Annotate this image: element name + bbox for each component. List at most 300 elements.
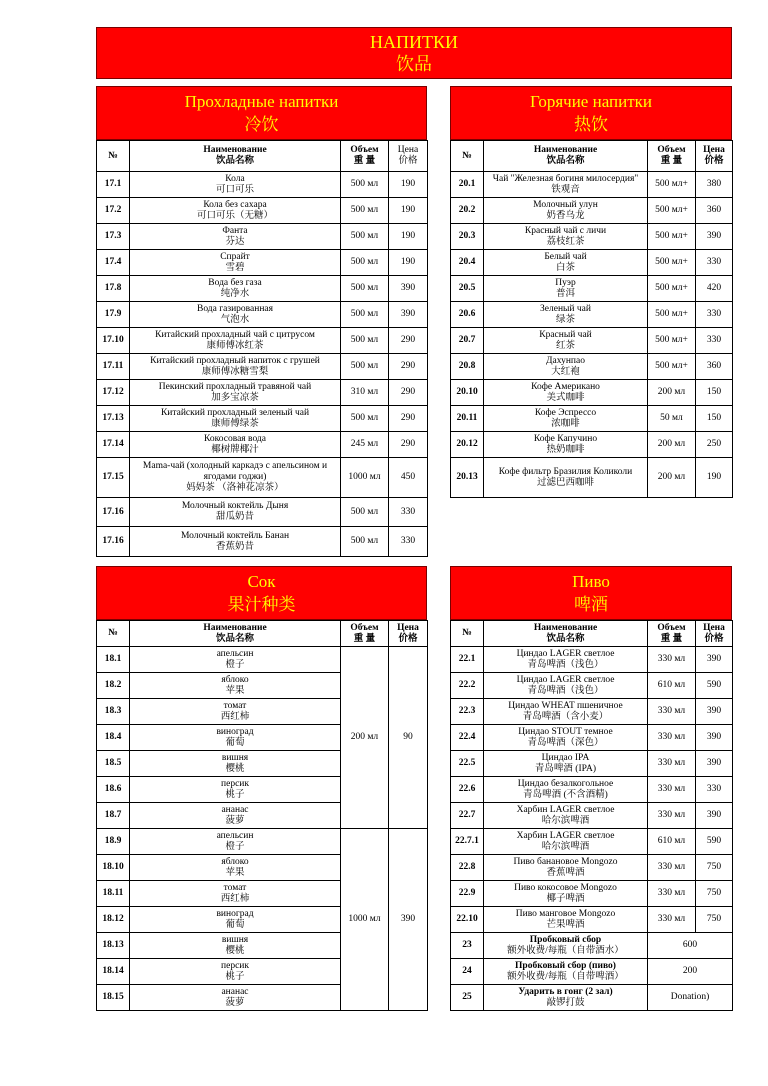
item-name-cell: [130, 907, 341, 933]
beer-table: [450, 620, 733, 1011]
item-name-cn: 橙子: [225, 659, 245, 670]
item-name-cn: 苹果: [225, 685, 245, 696]
item-price: 190: [389, 198, 428, 224]
item-name-cn: 樱桃: [225, 763, 245, 774]
item-number: 20.6: [451, 302, 484, 328]
item-name-cell: [484, 725, 648, 751]
item-volume: 200 мл: [648, 432, 696, 458]
item-volume: 500 мл: [341, 198, 389, 224]
item-volume: 500 мл: [341, 276, 389, 302]
item-number: 20.13: [451, 458, 484, 498]
page-title-banner: [96, 27, 732, 79]
item-number: 25: [451, 985, 484, 1011]
item-number: 17.13: [97, 406, 130, 432]
item-name-ru: Молочный улун: [533, 199, 598, 210]
item-name-ru: Циндао IPA: [541, 752, 590, 763]
item-name-ru: вишня: [221, 934, 249, 945]
item-number: 17.16: [97, 527, 130, 557]
table-row: [97, 527, 428, 557]
item-name-cn: 芬达: [225, 236, 245, 247]
item-name-cell: [484, 302, 648, 328]
item-price: 450: [389, 458, 428, 498]
item-number: 20.8: [451, 354, 484, 380]
item-name-cell: [130, 725, 341, 751]
item-name-ru: ананас: [221, 804, 249, 815]
fee-name-ru: Ударить в гонг (2 зал): [518, 986, 613, 997]
item-name-cn: 红茶: [555, 340, 575, 351]
item-name-ru: Пиво манговое Mongozo: [515, 908, 616, 919]
item-number: 22.7: [451, 803, 484, 829]
item-volume: 50 мл: [648, 406, 696, 432]
item-price: 750: [696, 855, 733, 881]
item-name-cn: 芒果啤酒: [546, 919, 585, 930]
item-name-cell: [130, 777, 341, 803]
item-name-ru: Пиво банановое Mongozo: [513, 856, 618, 867]
item-price: 330: [696, 328, 733, 354]
name-header: Наименование 饮品名称: [484, 621, 648, 647]
item-name-cell: [484, 198, 648, 224]
table-row: [451, 777, 733, 803]
item-number: 20.11: [451, 406, 484, 432]
item-name-cn: 青岛啤酒（浅色）: [527, 659, 604, 670]
item-name-cn: 康师傅绿茶: [211, 418, 259, 429]
item-price: 390: [696, 803, 733, 829]
item-price: 290: [389, 328, 428, 354]
item-name-cell: [130, 881, 341, 907]
item-price: 390: [389, 302, 428, 328]
item-price: 150: [696, 380, 733, 406]
item-name-ru: Спрайт: [220, 251, 250, 262]
item-name-ru: апельсин: [216, 648, 254, 659]
item-name-ru: Пиво кокосовое Mongozo: [514, 882, 617, 893]
item-number: 20.5: [451, 276, 484, 302]
volume-header: Объем 重 量: [648, 141, 696, 172]
item-name-cell: [130, 647, 341, 673]
item-number: 17.15: [97, 458, 130, 498]
item-name-cell: [484, 276, 648, 302]
item-name-ru: Зеленый чай: [540, 303, 591, 314]
table-row: [451, 647, 733, 673]
volume-header: Объем 重 量: [341, 621, 389, 647]
item-number: 18.7: [97, 803, 130, 829]
item-name-ru: Белый чай: [544, 251, 587, 262]
fee-name-cell: [484, 933, 648, 959]
item-number: 18.1: [97, 647, 130, 673]
item-number: 22.3: [451, 699, 484, 725]
item-name-cn: 纯净水: [220, 288, 250, 299]
item-name-cn: 康师傅冰糖雪梨: [201, 366, 269, 377]
item-name-ru: персик: [221, 960, 249, 971]
item-volume: 500 мл+: [648, 250, 696, 276]
item-volume: 330 мл: [648, 855, 696, 881]
item-price: 330: [696, 250, 733, 276]
item-price: 190: [389, 250, 428, 276]
item-name-ru: Китайский прохладный напиток с грушей: [150, 355, 320, 366]
item-number: 17.14: [97, 432, 130, 458]
table-row: [451, 380, 733, 406]
item-name-cn: 哈尔滨啤酒: [541, 841, 590, 852]
table-row: [97, 354, 428, 380]
item-number: 20.12: [451, 432, 484, 458]
item-name-cn: 可口可乐（无糖）: [196, 210, 273, 221]
item-name-cell: [130, 250, 341, 276]
item-name-cn: 美式咖啡: [546, 392, 585, 403]
table-row: [97, 647, 428, 673]
table-row: [451, 699, 733, 725]
item-number: 18.5: [97, 751, 130, 777]
fee-value: 200: [648, 959, 733, 985]
cold-drinks-header: [96, 86, 427, 140]
item-name-cn: 葡萄: [225, 919, 245, 930]
num-header: №: [451, 621, 484, 647]
fee-name-cn: 额外收费/每瓶（自带啤酒）: [507, 971, 624, 982]
item-name-cell: [130, 354, 341, 380]
item-volume: 500 мл+: [648, 276, 696, 302]
item-price: 330: [696, 302, 733, 328]
table-row: [451, 907, 733, 933]
item-volume: 500 мл: [341, 250, 389, 276]
item-name-cn: 过滤巴西咖啡: [536, 477, 594, 488]
item-price: 390: [696, 699, 733, 725]
table-row: [97, 432, 428, 458]
item-number: 23: [451, 933, 484, 959]
table-row: [451, 406, 733, 432]
item-name-cell: [484, 458, 648, 498]
table-header-row: [97, 141, 428, 172]
item-name-cell: [130, 829, 341, 855]
juice-header: [96, 566, 427, 620]
item-number: 20.1: [451, 172, 484, 198]
item-volume: 330 мл: [648, 777, 696, 803]
item-name-cell: [484, 432, 648, 458]
item-price: 360: [696, 354, 733, 380]
fee-name-cell: [484, 959, 648, 985]
item-name-cell: [484, 855, 648, 881]
table-row: [97, 224, 428, 250]
item-price: 250: [696, 432, 733, 458]
item-name-cell: [484, 829, 648, 855]
item-price: 360: [696, 198, 733, 224]
item-name-ru: Циндао LAGER светлое: [516, 648, 615, 659]
table-row: [451, 302, 733, 328]
item-name-cn: 菠萝: [225, 997, 245, 1008]
item-name-cn: 青岛啤酒 (IPA): [534, 763, 597, 774]
item-volume: 500 мл: [341, 527, 389, 557]
item-name-cell: [484, 172, 648, 198]
fee-value: Donation): [648, 985, 733, 1011]
name-header: Наименование 饮品名称: [130, 141, 341, 172]
item-volume: 1000 мл: [341, 458, 389, 498]
table-row: [97, 198, 428, 224]
item-name-cn: 青岛啤酒（含小麦）: [522, 711, 609, 722]
item-name-ru: Красный чай с личи: [524, 225, 607, 236]
item-name-ru: Китайский прохладный чай с цитрусом: [155, 329, 315, 340]
hot-drinks-table: [450, 140, 733, 498]
item-name-ru: Молочный коктейль Банан: [180, 530, 290, 541]
item-name-cn: 青岛啤酒 (不含酒精): [523, 789, 608, 800]
item-name-ru: Кола без сахара: [203, 199, 267, 210]
item-name-cn: 椰树牌椰汁: [211, 444, 259, 455]
item-price: 750: [696, 881, 733, 907]
item-number: 18.9: [97, 829, 130, 855]
item-name-cn: 香蕉奶昔: [215, 541, 254, 552]
item-name-cell: [130, 380, 341, 406]
table-row: [451, 172, 733, 198]
item-name-ru: Китайский прохладный зеленый чай: [160, 407, 310, 418]
table-row: [451, 458, 733, 498]
item-name-cell: [484, 406, 648, 432]
item-name-cn: 青岛啤酒（深色）: [527, 737, 604, 748]
item-number: 17.9: [97, 302, 130, 328]
item-name-cn: 樱桃: [225, 945, 245, 956]
table-header-row: [451, 621, 733, 647]
fee-row: [451, 959, 733, 985]
item-name-ru: Дахунпао: [546, 355, 585, 366]
item-name-cell: [130, 673, 341, 699]
item-name-ru: Циндао LAGER светлое: [516, 674, 615, 685]
item-name-cell: [130, 498, 341, 527]
hot-title-cn: 热饮: [574, 115, 608, 134]
item-name-cn: 浓咖啡: [551, 418, 580, 429]
item-name-cell: [130, 224, 341, 250]
item-price: 330: [389, 498, 428, 527]
item-volume: 500 мл: [341, 354, 389, 380]
fee-name-ru: Пробковый сбор (пиво): [515, 960, 616, 971]
item-price: 390: [696, 224, 733, 250]
item-number: 18.11: [97, 881, 130, 907]
table-row: [451, 328, 733, 354]
item-name-ru: Фанта: [222, 225, 248, 236]
item-name-cn: 菠萝: [225, 815, 245, 826]
num-header: №: [97, 621, 130, 647]
item-name-ru: Кофе фильтр Бразилия Коликоли: [498, 466, 633, 477]
juice-title-ru: Сок: [247, 572, 276, 591]
item-name-ru: Пекинский прохладный травяной чай: [158, 381, 312, 392]
item-name-cell: [130, 803, 341, 829]
item-name-ru: Mama-чай (холодный каркадэ с апельсином и ягодами годжи): [142, 461, 328, 482]
page-title-cn: 饮品: [396, 54, 432, 74]
item-name-ru: Харбин LAGER светлое: [516, 830, 615, 841]
volume-header: Объем 重 量: [341, 141, 389, 172]
item-name-ru: Циндао STOUT темное: [518, 726, 613, 737]
cold-drinks-table: [96, 140, 428, 557]
item-number: 22.7.1: [451, 829, 484, 855]
item-name-ru: Кофе Капучино: [533, 433, 598, 444]
item-name-cn: 绿茶: [555, 314, 575, 325]
price-header: Цена 价格: [389, 621, 428, 647]
item-name-ru: Чай "Железная богиня милосердия": [492, 173, 639, 184]
table-row: [451, 855, 733, 881]
item-volume: 330 мл: [648, 803, 696, 829]
group-price: 390: [389, 829, 428, 1011]
item-name-cn: 桃子: [225, 789, 245, 800]
name-header: Наименование 饮品名称: [484, 141, 648, 172]
item-name-cell: [130, 751, 341, 777]
item-volume: 200 мл: [648, 380, 696, 406]
item-number: 17.3: [97, 224, 130, 250]
item-name-cn: 西红柿: [220, 893, 250, 904]
item-number: 17.2: [97, 198, 130, 224]
item-price: 150: [696, 406, 733, 432]
item-number: 17.12: [97, 380, 130, 406]
table-row: [451, 224, 733, 250]
num-header: №: [451, 141, 484, 172]
item-name-cell: [130, 406, 341, 432]
table-row: [97, 829, 428, 855]
item-number: 17.4: [97, 250, 130, 276]
item-name-cn: 铁观音: [551, 184, 580, 195]
table-row: [451, 803, 733, 829]
item-name-cell: [484, 224, 648, 250]
item-name-ru: Циндао WHEAT пшеничное: [508, 700, 623, 711]
item-number: 24: [451, 959, 484, 985]
item-name-cell: [484, 803, 648, 829]
item-number: 18.10: [97, 855, 130, 881]
item-name-ru: апельсин: [216, 830, 254, 841]
group-price: 90: [389, 647, 428, 829]
item-volume: 310 мл: [341, 380, 389, 406]
item-price: 290: [389, 432, 428, 458]
item-number: 22.9: [451, 881, 484, 907]
item-name-cn: 青岛啤酒（浅色）: [527, 685, 604, 696]
item-volume: 200 мл: [648, 458, 696, 498]
item-name-cell: [130, 959, 341, 985]
item-name-cell: [484, 881, 648, 907]
item-name-cell: [484, 699, 648, 725]
table-row: [451, 250, 733, 276]
item-volume: 330 мл: [648, 647, 696, 673]
item-name-cn: 奶香乌龙: [546, 210, 585, 221]
item-volume: 500 мл+: [648, 302, 696, 328]
item-name-ru: вишня: [221, 752, 249, 763]
item-name-cell: [484, 647, 648, 673]
fee-name-cn: 敲锣打鼓: [546, 997, 585, 1008]
item-price: 750: [696, 907, 733, 933]
item-number: 20.3: [451, 224, 484, 250]
item-number: 18.15: [97, 985, 130, 1011]
item-volume: 330 мл: [648, 751, 696, 777]
cold-title-cn: 冷饮: [244, 115, 279, 134]
item-name-cn: 椰子啤酒: [546, 893, 585, 904]
fee-row: [451, 985, 733, 1011]
item-name-ru: Вода без газа: [208, 277, 262, 288]
item-volume: 500 мл+: [648, 198, 696, 224]
item-name-ru: виноград: [216, 726, 254, 737]
table-header-row: [451, 141, 733, 172]
volume-header: Объем 重 量: [648, 621, 696, 647]
item-name-ru: виноград: [216, 908, 254, 919]
table-row: [451, 354, 733, 380]
item-name-cn: 普洱: [555, 288, 575, 299]
item-name-cn: 雪碧: [225, 262, 245, 273]
item-name-ru: томат: [223, 882, 247, 893]
item-volume: 500 мл+: [648, 224, 696, 250]
item-name-cell: [484, 751, 648, 777]
item-name-ru: персик: [221, 778, 249, 789]
fee-name-cn: 额外收费/每瓶（自带酒水）: [507, 945, 624, 956]
item-price: 590: [696, 829, 733, 855]
fee-row: [451, 933, 733, 959]
item-name-cell: [130, 855, 341, 881]
item-price: 330: [696, 777, 733, 803]
beer-header: [450, 566, 732, 620]
item-name-ru: Красный чай: [539, 329, 592, 340]
item-price: 190: [696, 458, 733, 498]
item-name-ru: яблоко: [221, 674, 249, 685]
table-row: [451, 198, 733, 224]
table-row: [451, 276, 733, 302]
item-price: 290: [389, 354, 428, 380]
table-row: [97, 498, 428, 527]
item-price: 420: [696, 276, 733, 302]
beer-title-cn: 啤酒: [574, 595, 608, 614]
item-name-cn: 甜瓜奶昔: [215, 512, 254, 522]
table-row: [451, 432, 733, 458]
item-name-ru: ананас: [221, 986, 249, 997]
item-price: 290: [389, 380, 428, 406]
item-volume: 330 мл: [648, 725, 696, 751]
price-header: Цена 价格: [696, 141, 733, 172]
item-volume: 500 мл+: [648, 172, 696, 198]
item-name-cell: [130, 172, 341, 198]
item-name-cell: [484, 673, 648, 699]
table-row: [97, 406, 428, 432]
table-row: [97, 458, 428, 498]
table-row: [97, 172, 428, 198]
item-name-cn: 香蕉啤酒: [546, 867, 585, 878]
item-number: 18.2: [97, 673, 130, 699]
table-row: [97, 250, 428, 276]
item-price: 190: [389, 224, 428, 250]
item-number: 17.8: [97, 276, 130, 302]
item-name-cell: [484, 907, 648, 933]
table-row: [451, 673, 733, 699]
item-name-cn: 加多宝凉茶: [211, 392, 259, 403]
item-name-cell: [130, 302, 341, 328]
item-name-cell: [484, 777, 648, 803]
item-number: 18.4: [97, 725, 130, 751]
table-row: [451, 881, 733, 907]
item-name-cn: 大红袍: [551, 366, 580, 377]
item-name-ru: Молочный коктейль Дыня: [181, 501, 289, 511]
table-row: [97, 328, 428, 354]
table-row: [97, 302, 428, 328]
price-header: Цена 价格: [696, 621, 733, 647]
item-volume: 500 мл: [341, 172, 389, 198]
item-number: 22.2: [451, 673, 484, 699]
item-name-cell: [130, 458, 341, 498]
item-number: 22.5: [451, 751, 484, 777]
item-price: 390: [696, 647, 733, 673]
table-row: [97, 380, 428, 406]
item-volume: 500 мл+: [648, 354, 696, 380]
item-number: 22.6: [451, 777, 484, 803]
table-row: [97, 276, 428, 302]
item-volume: 500 мл: [341, 498, 389, 527]
item-name-cn: 橙子: [225, 841, 245, 852]
item-name-cn: 热奶咖啡: [546, 444, 585, 455]
item-price: 330: [389, 527, 428, 557]
item-number: 20.2: [451, 198, 484, 224]
item-name-cn: 苹果: [225, 867, 245, 878]
item-price: 390: [389, 276, 428, 302]
item-number: 18.6: [97, 777, 130, 803]
item-number: 22.10: [451, 907, 484, 933]
item-name-ru: Кофе Эспрессо: [534, 407, 597, 418]
hot-drinks-header: [450, 86, 732, 140]
item-name-cn: 可口可乐: [215, 184, 254, 195]
item-number: 18.12: [97, 907, 130, 933]
